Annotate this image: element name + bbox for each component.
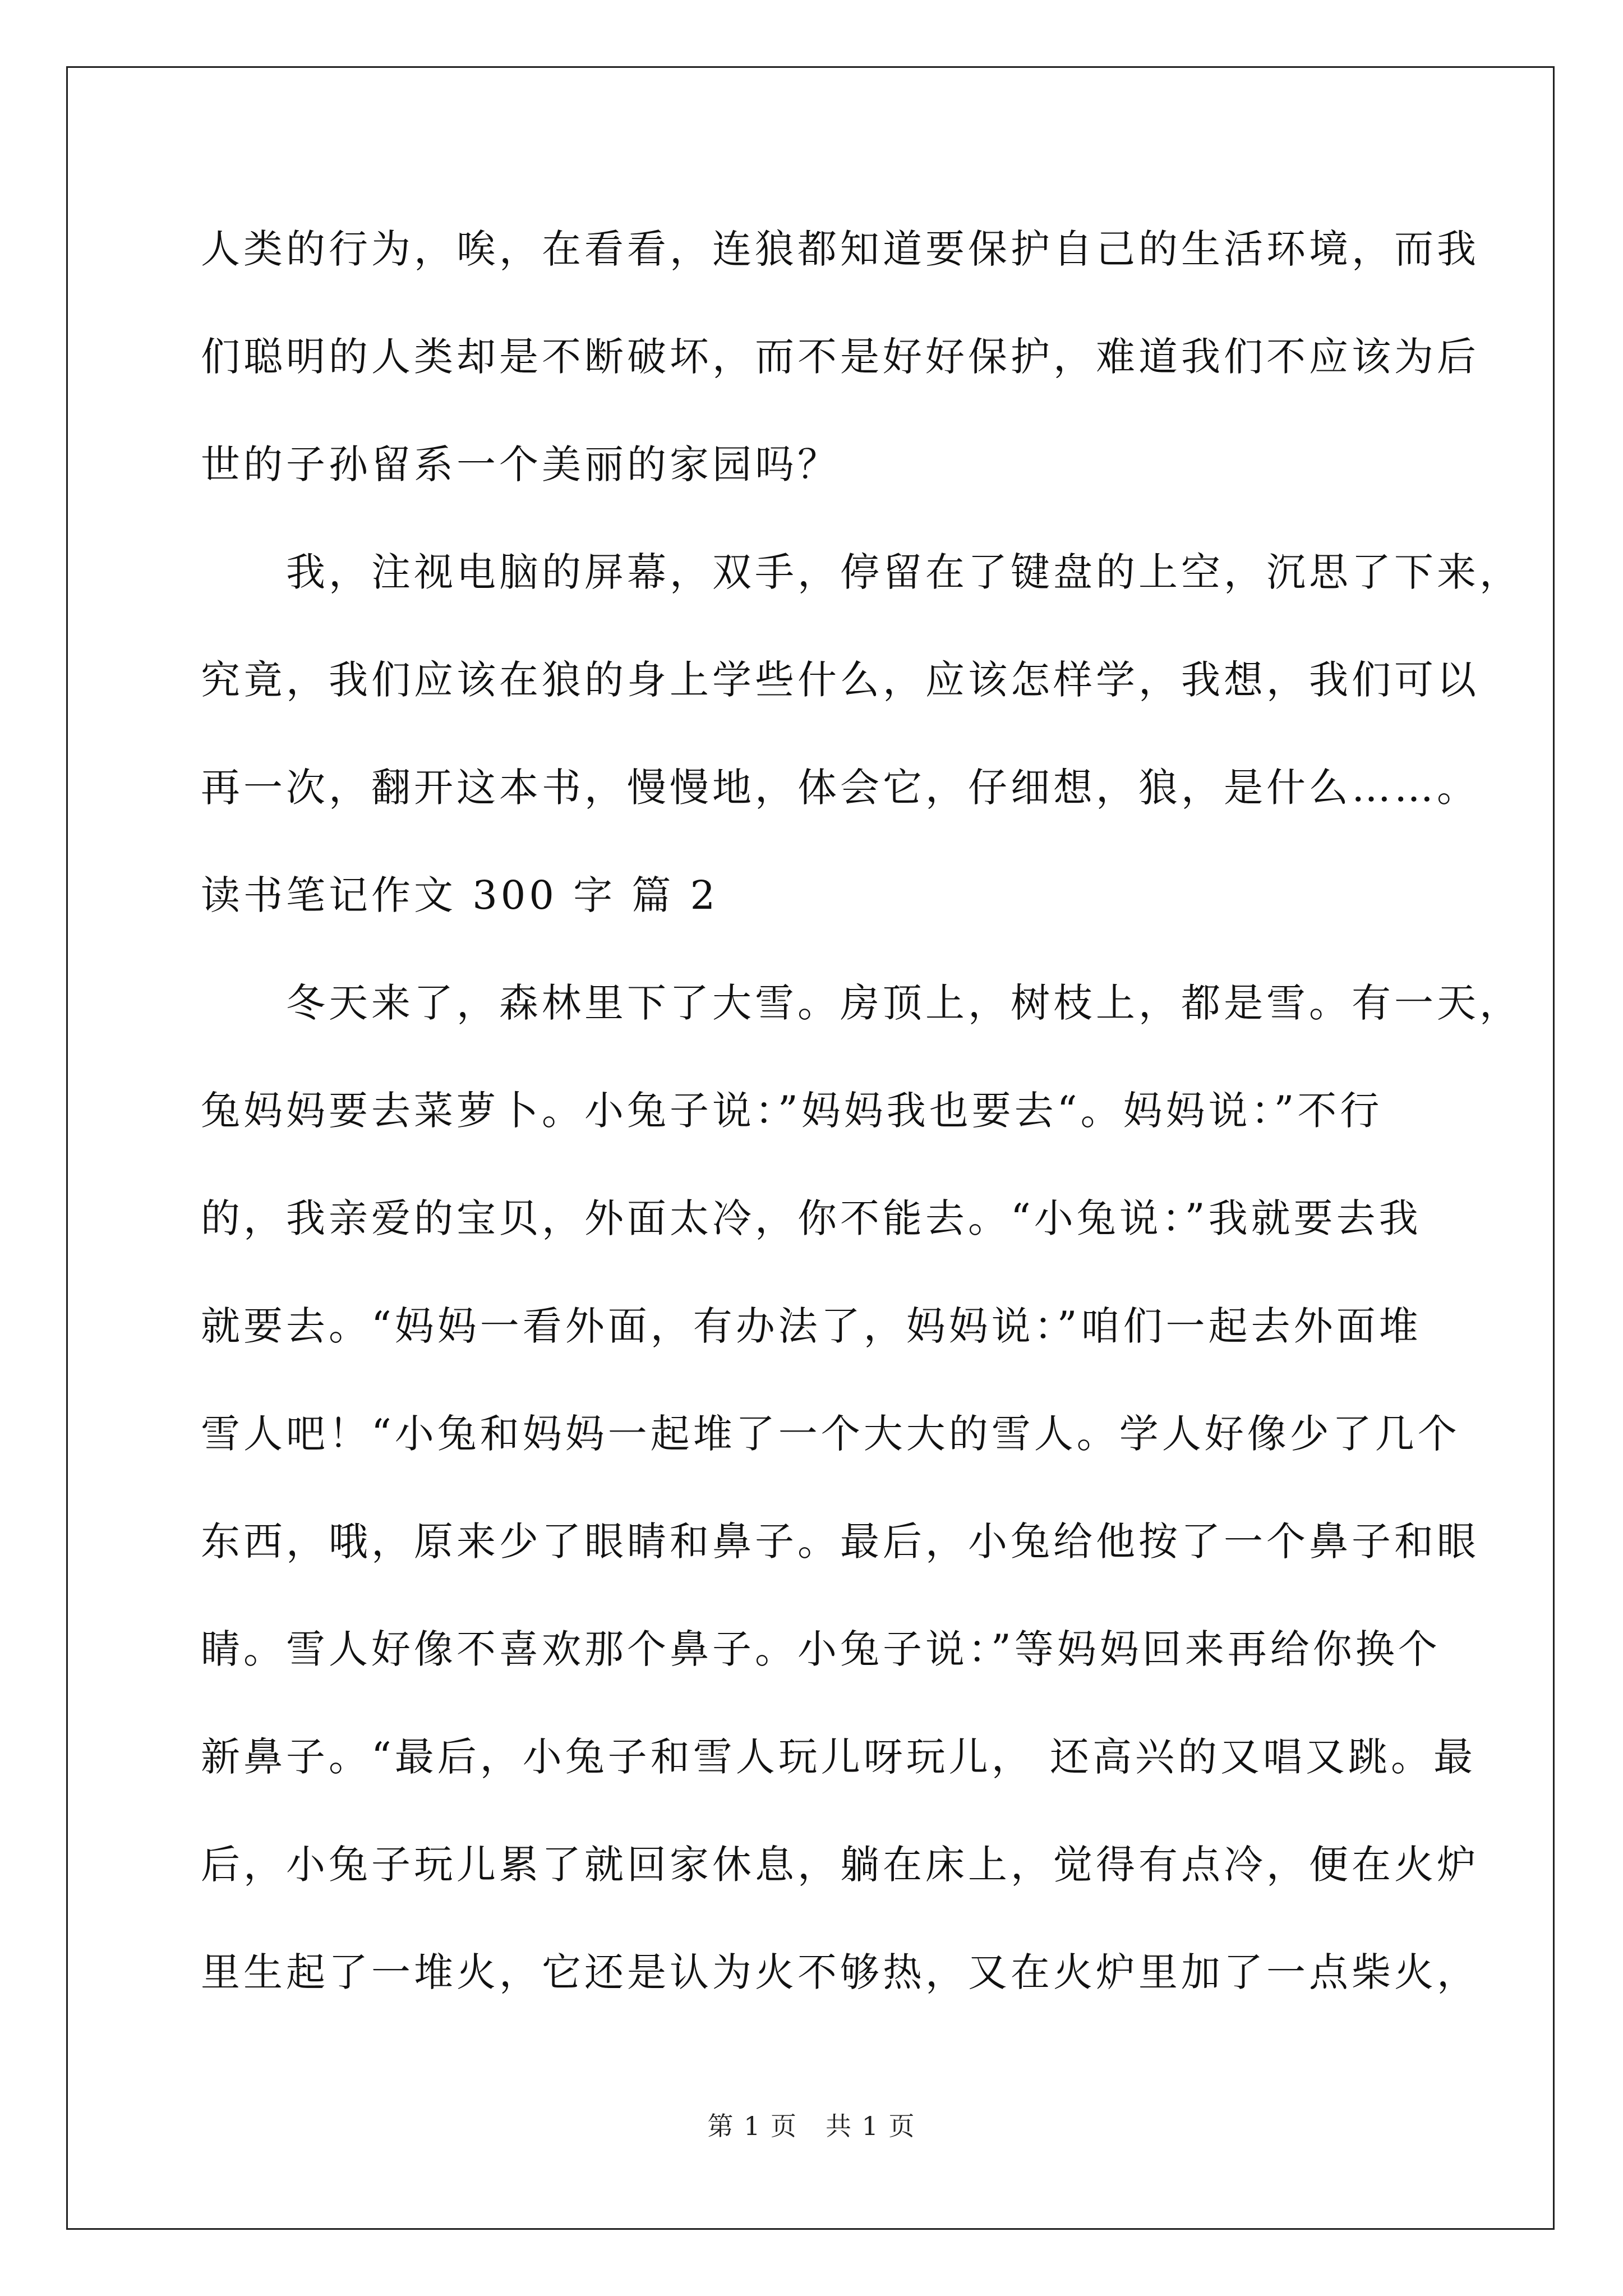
- text-line: 人类的行为，唉，在看看，连狼都知道要保护自己的生活环境，而我: [201, 226, 1479, 272]
- text-line: 究竟，我们应该在狼的身上学些什么，应该怎样学，我想，我们可以: [201, 657, 1479, 703]
- text-line: 兔妈妈要去菜萝卜。小兔子说：”妈妈我也要去“。妈妈说：”不行: [201, 1088, 1383, 1134]
- text-line: 再一次，翻开这本书，慢慢地，体会它，仔细想，狼，是什么……。: [201, 765, 1479, 811]
- text-line: 世的子孙留系一个美丽的家园吗？: [201, 441, 840, 487]
- text-line: 就要去。“妈妈一看外面，有办法了，妈妈说：”咱们一起去外面堆: [201, 1303, 1422, 1349]
- page-total: 共 1 页: [826, 2111, 916, 2141]
- text-line: 新鼻子。“最后，小兔子和雪人玩儿呀玩儿， 还高兴的又唱又跳。最: [201, 1734, 1477, 1780]
- text-line: 里生起了一堆火，它还是认为火不够热，又在火炉里加了一点柴火，: [201, 1949, 1479, 1995]
- text-line: 冬天来了，森林里下了大雪。房顶上，树枝上，都是雪。有一天，: [201, 980, 1522, 1026]
- page-border: [66, 66, 1555, 2230]
- section-heading: 读书笔记作文 300 字 篇 2: [201, 872, 719, 918]
- text-line: 雪人吧！“小兔和妈妈一起堆了一个大大的雪人。学人好像少了几个: [201, 1411, 1460, 1457]
- text-line: 我，注视电脑的屏幕，双手，停留在了键盘的上空，沉思了下来，: [201, 549, 1522, 595]
- text-line: 后，小兔子玩儿累了就回家休息，躺在床上，觉得有点冷，便在火炉: [201, 1842, 1479, 1888]
- page-number: 第 1 页: [707, 2111, 797, 2141]
- page-footer: [0, 2109, 1623, 2143]
- text-line: 东西，哦，原来少了眼睛和鼻子。最后，小兔给他按了一个鼻子和眼: [201, 1519, 1479, 1565]
- text-line: 们聪明的人类却是不断破坏，而不是好好保护，难道我们不应该为后: [201, 334, 1479, 380]
- text-line: 的，我亲爱的宝贝，外面太冷，你不能去。“小兔说：”我就要去我: [201, 1195, 1422, 1241]
- text-line: 睛。雪人好像不喜欢那个鼻子。小兔子说：”等妈妈回来再给你换个: [201, 1626, 1441, 1672]
